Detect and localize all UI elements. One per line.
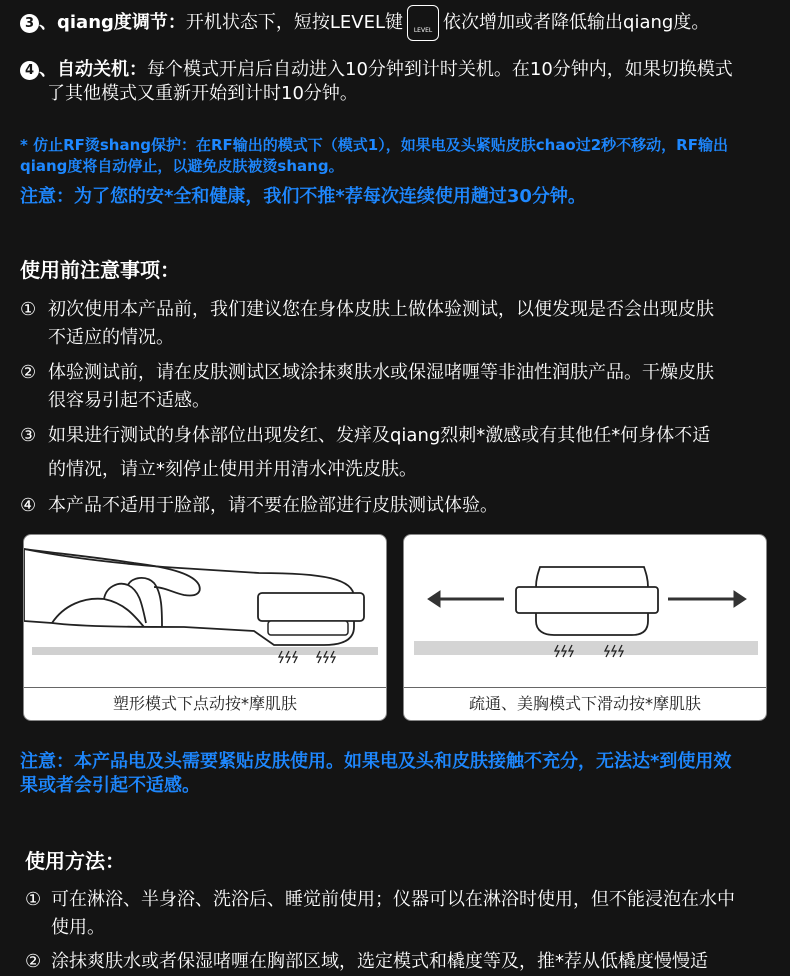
usage-item (25, 948, 708, 976)
item-text-cont: 使用。 (51, 917, 105, 938)
step4-number: 4 (20, 61, 39, 80)
precaution-item (20, 296, 714, 324)
rf-warning-line2: qiang度将自动停止，以避免皮肤被烫shang。 (20, 157, 344, 175)
precautions-heading: 使用前注意事项： (20, 258, 180, 282)
step3-row (20, 5, 709, 41)
precaution-item (20, 422, 710, 450)
step3-text-before: 开机状态下，短按LEVEL键 (185, 12, 404, 33)
level-button-icon (407, 5, 439, 41)
figure-tap-massage (23, 534, 387, 721)
step4-line1: 每个模式开启后自动进入10分钟到计时关机。在10分钟内，如果切换模式 (147, 59, 733, 80)
item-marker: ② (25, 951, 42, 972)
item-text: 本产品不适用于脸部，请不要在脸部进行皮肤测试体验。 (48, 495, 498, 516)
step4-row (20, 58, 733, 82)
figure-caption: 疏通、美胸模式下滑动按*摩肌肤 (404, 687, 766, 720)
usage-heading: 使用方法： (25, 849, 125, 873)
step3-text-after: 依次增加或者降低输出qiang度。 (443, 12, 710, 33)
item-text-cont: 不适应的情况。 (48, 327, 174, 348)
notice-contact-line1: 注意：本产品电及头需要紧贴皮肤使用。如果电及头和皮肤接触不充分，无法达*到使用效 (20, 751, 732, 772)
item-text: 如果进行测试的身体部位出现发红、发痒及qiang烈刺*激感或有其他任*何身体不适 (48, 425, 711, 446)
figure-slide-massage (403, 534, 767, 721)
usage-item (25, 886, 735, 914)
step3-title: 、qiang度调节： (39, 12, 186, 33)
precaution-item (20, 359, 714, 387)
item-marker: ④ (20, 495, 37, 516)
step4-line2: 了其他模式又重新开始到计时10分钟。 (47, 83, 358, 104)
item-text-cont: 很容易引起不适感。 (48, 390, 210, 411)
level-icon-label: LEVEL (413, 27, 433, 34)
step3-number: 3 (20, 14, 39, 33)
rf-warning-line1: * 仿止RF烫shang保护：在RF输出的模式下（模式1），如果电及头紧贴皮肤chao过2秒不移动，RF输出 (20, 136, 728, 154)
precaution-item (20, 492, 498, 520)
item-marker: ① (25, 889, 42, 910)
hand-device-illustration (24, 535, 386, 690)
item-marker: ③ (20, 425, 37, 446)
item-text: 可在淋浴、半身浴、洗浴后、睡觉前使用；仪器可以在淋浴时使用，但不能浸泡在水中 (51, 889, 735, 910)
item-text: 初次使用本产品前，我们建议您在身体皮肤上做体验测试，以便发现是否会出现皮肤 (48, 299, 714, 320)
notice-duration: 注意：为了您的安*全和健康，我们不推*荐每次连续使用趟过30分钟。 (20, 186, 586, 207)
item-text: 涂抹爽肤水或者保湿啫喱在胸部区域，选定模式和橇度等及，推*荐从低橇度慢慢适 (51, 951, 708, 972)
notice-contact-line2: 果或者会引起不适感。 (20, 775, 200, 796)
item-marker: ① (20, 299, 37, 320)
item-marker: ② (20, 362, 37, 383)
item-text-cont: 的情况，请立*刻停止使用并用清水冲洗皮肤。 (48, 459, 417, 480)
sliding-device-illustration (404, 535, 766, 690)
item-text: 体验测试前，请在皮肤测试区域涂抹爽肤水或保湿啫喱等非油性润肤产品。干燥皮肤 (48, 362, 714, 383)
figure-caption: 塑形模式下点动按*摩肌肤 (24, 687, 386, 720)
step4-title: 、自动关机： (39, 59, 147, 80)
